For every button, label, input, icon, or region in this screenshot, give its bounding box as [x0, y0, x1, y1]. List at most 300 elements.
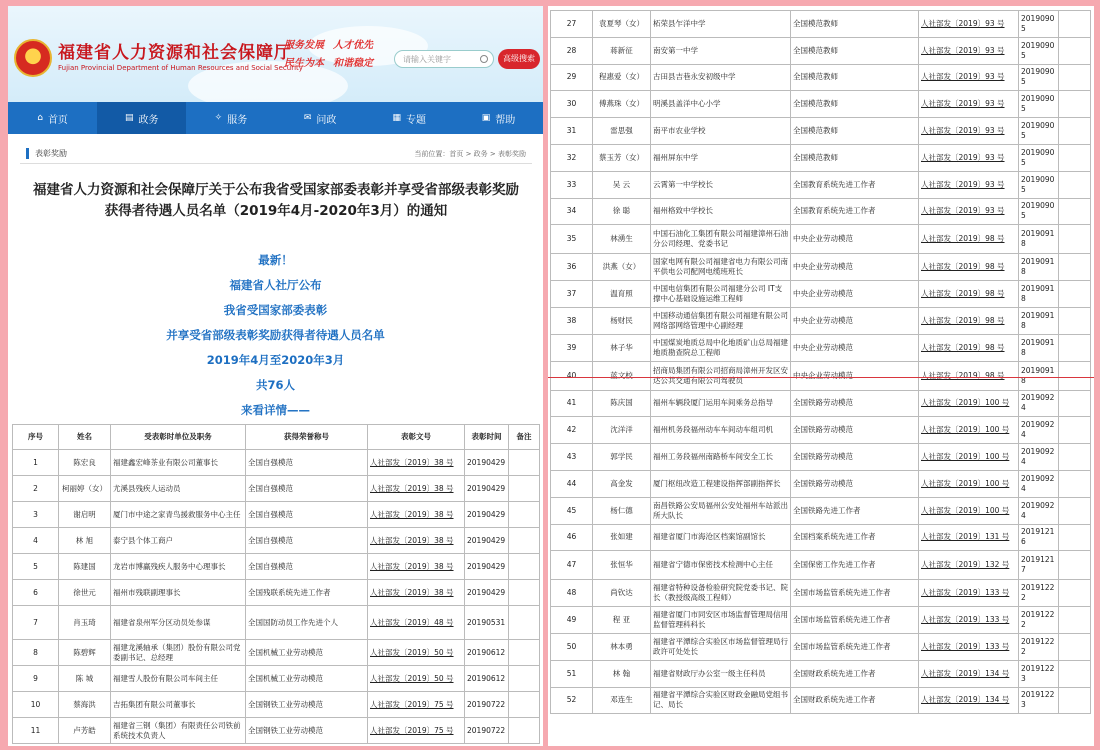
row-number: 48 — [551, 580, 593, 607]
honor-title: 全国自强模范 — [246, 528, 368, 554]
unit-and-position: 福州格致中学校长 — [651, 198, 791, 225]
search-input[interactable]: 请输入关键字 — [394, 50, 494, 68]
site-name[interactable]: 福建省人力资源和社会保障厅 — [58, 43, 292, 63]
breadcrumb — [20, 146, 532, 164]
unit-and-position: 福建省厦门市海沧区档案馆副馆长 — [651, 524, 791, 551]
row-number: 52 — [551, 687, 593, 714]
table-header-row — [13, 425, 540, 450]
unit-and-position: 柘荣县乍洋中学 — [651, 11, 791, 38]
unit-and-position: 南平市农业学校 — [651, 118, 791, 145]
honor-title: 全国机械工业劳动模范 — [246, 666, 368, 692]
row-number: 11 — [13, 718, 59, 744]
unit-and-position: 福州机务段福州动车车间动车组司机 — [651, 417, 791, 444]
table-row — [551, 580, 1091, 607]
row-number: 5 — [13, 554, 59, 580]
award-date: 20190905 — [1019, 37, 1059, 64]
slogan: 人才优先 — [333, 40, 373, 51]
document-number: 人社部发〔2019〕131 号 — [919, 524, 1019, 551]
table-row — [13, 528, 540, 554]
honor-title: 全国模范教师 — [791, 118, 919, 145]
remark — [509, 450, 540, 476]
table-row — [551, 11, 1091, 38]
title-line: 获得者待遇人员名单（2019年4月-2020年3月）的通知 — [104, 203, 448, 219]
award-date: 20191216 — [1019, 524, 1059, 551]
honoree-name: 柯丽婷（女） — [59, 476, 111, 502]
nav-label: 帮助 — [495, 114, 516, 126]
row-number: 39 — [551, 334, 593, 361]
honor-title: 全国铁路劳动模范 — [791, 390, 919, 417]
document-number: 人社部发〔2019〕100 号 — [919, 390, 1019, 417]
honoree-name: 陈碧辉 — [59, 640, 111, 666]
document-number: 人社部发〔2019〕93 号 — [919, 118, 1019, 145]
award-date: 20190612 — [465, 640, 509, 666]
award-date: 20190905 — [1019, 118, 1059, 145]
row-number: 6 — [13, 580, 59, 606]
award-date: 20190429 — [465, 476, 509, 502]
honorees-table-left — [12, 424, 540, 744]
document-number: 人社部发〔2019〕98 号 — [919, 307, 1019, 334]
nav-label: 问政 — [316, 114, 337, 126]
unit-and-position: 福建龙溪轴承（集团）股份有限公司党委副书记、总经理 — [111, 640, 246, 666]
honor-title: 全国财政系统先进工作者 — [791, 660, 919, 687]
honor-title: 全国钢铁工业劳动模范 — [246, 692, 368, 718]
honor-title: 全国自强模范 — [246, 554, 368, 580]
row-number: 34 — [551, 198, 593, 225]
nav-item[interactable] — [276, 102, 365, 134]
row-number: 3 — [13, 502, 59, 528]
remark — [509, 692, 540, 718]
table-row — [13, 554, 540, 580]
unit-and-position: 云霄第一中学校长 — [651, 171, 791, 198]
honoree-name: 雷思强 — [593, 118, 651, 145]
table-row — [13, 640, 540, 666]
nav-item[interactable] — [365, 102, 454, 134]
unit-and-position: 福州车辆段厦门运用车间乘务总指导 — [651, 390, 791, 417]
award-date: 20190918 — [1019, 281, 1059, 308]
slogan: 和谐稳定 — [333, 58, 373, 69]
award-date: 20190905 — [1019, 64, 1059, 91]
award-date: 20191222 — [1019, 607, 1059, 634]
unit-and-position: 福建鑫宏峰茶业有限公司董事长 — [111, 450, 246, 476]
remark — [1059, 225, 1091, 254]
remark — [1059, 551, 1091, 580]
row-number: 38 — [551, 307, 593, 334]
honor-title: 全国铁路劳动模范 — [791, 470, 919, 497]
unit-and-position: 福建省特种设备检验研究院党委书记、院长（教授级高级工程师） — [651, 580, 791, 607]
award-date: 20191217 — [1019, 551, 1059, 580]
document-number: 人社部发〔2019〕75 号 — [368, 718, 465, 744]
row-number: 32 — [551, 144, 593, 171]
remark — [1059, 390, 1091, 417]
row-number: 46 — [551, 524, 593, 551]
document-number: 人社部发〔2019〕93 号 — [919, 198, 1019, 225]
table-row — [551, 361, 1091, 390]
honoree-name: 张如建 — [593, 524, 651, 551]
service-icon: ✧ — [214, 113, 223, 123]
honoree-name: 程 亚 — [593, 607, 651, 634]
award-date: 20190924 — [1019, 390, 1059, 417]
unit-and-position: 招商局集团有限公司招商局漳州开发区安达公共交通有限公司驾驶员 — [651, 361, 791, 390]
remark — [1059, 37, 1091, 64]
award-date: 20190722 — [465, 718, 509, 744]
remark — [1059, 198, 1091, 225]
nav-label: 服务 — [227, 114, 248, 126]
table-row — [551, 334, 1091, 361]
document-number: 人社部发〔2019〕93 号 — [919, 37, 1019, 64]
remark — [509, 476, 540, 502]
honor-title: 全国残联系统先进工作者 — [246, 580, 368, 606]
row-number: 45 — [551, 497, 593, 524]
honor-title: 全国钢铁工业劳动模范 — [246, 718, 368, 744]
row-number: 27 — [551, 11, 593, 38]
honor-title: 全国市场监管系统先进工作者 — [791, 633, 919, 660]
document-number: 人社部发〔2019〕50 号 — [368, 666, 465, 692]
honor-title: 全国教育系统先进工作者 — [791, 171, 919, 198]
unit-and-position: 中国石油化工集团有限公司福建漳州石油分公司经理、党委书记 — [651, 225, 791, 254]
unit-and-position: 中国移动通信集团有限公司福建有限公司网络部网络管理中心副经理 — [651, 307, 791, 334]
table-row — [551, 687, 1091, 714]
remark — [1059, 470, 1091, 497]
honor-title: 全国铁路劳动模范 — [791, 444, 919, 471]
left-page-panel — [8, 6, 543, 746]
award-date: 20190905 — [1019, 144, 1059, 171]
remark — [1059, 633, 1091, 660]
honoree-name: 蓝文校 — [593, 361, 651, 390]
remark — [1059, 254, 1091, 281]
remark — [509, 640, 540, 666]
column-header: 序号 — [13, 425, 59, 450]
honor-title: 全国自强模范 — [246, 476, 368, 502]
award-date: 20190905 — [1019, 171, 1059, 198]
column-header: 获得荣誉称号 — [246, 425, 368, 450]
honor-title: 中央企业劳动模范 — [791, 361, 919, 390]
award-date: 20191223 — [1019, 687, 1059, 714]
honor-title: 全国教育系统先进工作者 — [791, 198, 919, 225]
table-row — [551, 607, 1091, 634]
slogan: 民生为本 — [284, 58, 324, 69]
row-number: 10 — [13, 692, 59, 718]
unit-and-position: 福建省平潭综合实验区市场监督管理局行政许可处处长 — [651, 633, 791, 660]
main-nav — [8, 102, 543, 134]
remark — [1059, 64, 1091, 91]
document-number: 人社部发〔2019〕38 号 — [368, 502, 465, 528]
honor-title: 全国模范教师 — [791, 144, 919, 171]
remark — [1059, 497, 1091, 524]
page-title — [28, 180, 524, 222]
national-emblem-icon — [14, 39, 52, 77]
unit-and-position: 福建省泉州军分区动员处参谋 — [111, 606, 246, 640]
unit-and-position: 福建省财政厅办公室一级主任科员 — [651, 660, 791, 687]
remark — [1059, 580, 1091, 607]
honoree-name: 高金发 — [593, 470, 651, 497]
remark — [1059, 307, 1091, 334]
honoree-name: 郭学民 — [593, 444, 651, 471]
document-number: 人社部发〔2019〕134 号 — [919, 687, 1019, 714]
table-row — [551, 660, 1091, 687]
notice-line: 最新！ — [258, 253, 293, 267]
document-number: 人社部发〔2019〕38 号 — [368, 476, 465, 502]
honor-title: 全国模范教师 — [791, 64, 919, 91]
row-number: 43 — [551, 444, 593, 471]
honoree-name: 林 旭 — [59, 528, 111, 554]
table-row — [551, 144, 1091, 171]
award-date: 20190429 — [465, 528, 509, 554]
document-number: 人社部发〔2019〕38 号 — [368, 450, 465, 476]
row-number: 8 — [13, 640, 59, 666]
award-date: 20190429 — [465, 554, 509, 580]
award-date: 20190924 — [1019, 417, 1059, 444]
honor-title: 全国铁路先进工作者 — [791, 497, 919, 524]
document-number: 人社部发〔2019〕98 号 — [919, 361, 1019, 390]
remark — [1059, 361, 1091, 390]
award-date: 20190924 — [1019, 497, 1059, 524]
document-number: 人社部发〔2019〕100 号 — [919, 444, 1019, 471]
document-number: 人社部发〔2019〕93 号 — [919, 171, 1019, 198]
honoree-name: 尚钦达 — [593, 580, 651, 607]
honoree-name: 吴 云 — [593, 171, 651, 198]
award-date: 20190905 — [1019, 11, 1059, 38]
page-divider-line — [548, 377, 1094, 378]
honor-title: 中央企业劳动模范 — [791, 334, 919, 361]
site-name-english: Fujian Provincial Department of Human Resources and Social Security — [58, 64, 303, 72]
honoree-name: 卢芳皓 — [59, 718, 111, 744]
slogan: 服务发展 — [284, 40, 324, 51]
document-number: 人社部发〔2019〕93 号 — [919, 91, 1019, 118]
award-date: 20190905 — [1019, 198, 1059, 225]
document-number: 人社部发〔2019〕100 号 — [919, 417, 1019, 444]
honoree-name: 程惠爱（女） — [593, 64, 651, 91]
row-number: 36 — [551, 254, 593, 281]
unit-and-position: 泰宁县个体工商户 — [111, 528, 246, 554]
breadcrumb-path[interactable]: 当前位置：首页 > 政务 > 表彰奖励 — [414, 150, 526, 158]
document-number: 人社部发〔2019〕98 号 — [919, 281, 1019, 308]
document-icon: ▤ — [125, 113, 134, 123]
unit-and-position: 尤溪县残疾人运动员 — [111, 476, 246, 502]
honor-title: 全国市场监管系统先进工作者 — [791, 580, 919, 607]
honoree-name: 林子华 — [593, 334, 651, 361]
table-row — [13, 606, 540, 640]
row-number: 4 — [13, 528, 59, 554]
honor-title: 全国财政系统先进工作者 — [791, 687, 919, 714]
table-row — [551, 198, 1091, 225]
document-number: 人社部发〔2019〕98 号 — [919, 225, 1019, 254]
honoree-name: 袁夏琴（女） — [593, 11, 651, 38]
unit-and-position: 明溪县盖洋中心小学 — [651, 91, 791, 118]
honor-title: 全国自强模范 — [246, 450, 368, 476]
remark — [1059, 334, 1091, 361]
honoree-name: 徐世元 — [59, 580, 111, 606]
document-number: 人社部发〔2019〕134 号 — [919, 660, 1019, 687]
nav-label: 专题 — [406, 114, 427, 126]
remark — [509, 718, 540, 744]
notice-line: 福建省人社厅公布 — [229, 278, 322, 292]
unit-and-position: 国家电网有限公司福建省电力有限公司南平供电公司配网电缆班班长 — [651, 254, 791, 281]
award-date: 20191223 — [1019, 660, 1059, 687]
award-date: 20190612 — [465, 666, 509, 692]
unit-and-position: 吉拓集团有限公司董事长 — [111, 692, 246, 718]
honoree-name: 肖玉琦 — [59, 606, 111, 640]
unit-and-position: 南昌铁路公安局福州公安处福州车站派出所大队长 — [651, 497, 791, 524]
honoree-name: 林本勇 — [593, 633, 651, 660]
chat-icon: ✉ — [303, 113, 312, 123]
award-date: 20190918 — [1019, 307, 1059, 334]
unit-and-position: 龙岩市博赢残疾人服务中心理事长 — [111, 554, 246, 580]
honoree-name: 温育照 — [593, 281, 651, 308]
table-row — [551, 390, 1091, 417]
row-number: 37 — [551, 281, 593, 308]
nav-item[interactable] — [186, 102, 275, 134]
honor-title: 全国市场监管系统先进工作者 — [791, 607, 919, 634]
remark — [509, 554, 540, 580]
row-number: 33 — [551, 171, 593, 198]
row-number: 7 — [13, 606, 59, 640]
section-tag[interactable]: 表彰奖励 — [26, 148, 67, 159]
honoree-name: 陈建国 — [59, 554, 111, 580]
notice-line[interactable]: 来看详情—— — [241, 403, 310, 417]
table-row — [551, 497, 1091, 524]
unit-and-position: 中国煤炭地质总局中化地质矿山总局福建地质勘查院总工程师 — [651, 334, 791, 361]
honoree-name: 陈庆国 — [593, 390, 651, 417]
row-number: 2 — [13, 476, 59, 502]
award-date: 20190722 — [465, 692, 509, 718]
row-number: 49 — [551, 607, 593, 634]
unit-and-position: 中国电信集团有限公司福建分公司 IT支撑中心基础设施运维工程师 — [651, 281, 791, 308]
award-date: 20190918 — [1019, 254, 1059, 281]
award-date: 20190531 — [465, 606, 509, 640]
document-number: 人社部发〔2019〕133 号 — [919, 580, 1019, 607]
document-number: 人社部发〔2019〕100 号 — [919, 470, 1019, 497]
remark — [509, 666, 540, 692]
unit-and-position: 福建省厦门市同安区市场监督管理局信用监督管理科科长 — [651, 607, 791, 634]
row-number: 47 — [551, 551, 593, 580]
document-number: 人社部发〔2019〕98 号 — [919, 334, 1019, 361]
honoree-name: 林湧生 — [593, 225, 651, 254]
nav-item[interactable] — [97, 102, 186, 134]
document-number: 人社部发〔2019〕38 号 — [368, 528, 465, 554]
document-number: 人社部发〔2019〕75 号 — [368, 692, 465, 718]
topic-icon: ▦ — [392, 113, 402, 123]
notice-line: 共76人 — [255, 378, 295, 392]
table-row — [551, 551, 1091, 580]
honoree-name: 蔡玉芳（女） — [593, 144, 651, 171]
unit-and-position: 厦门市中途之家青鸟援救服务中心主任 — [111, 502, 246, 528]
row-number: 35 — [551, 225, 593, 254]
table-row — [13, 718, 540, 744]
table-row — [551, 633, 1091, 660]
award-date: 20190429 — [465, 450, 509, 476]
remark — [1059, 444, 1091, 471]
award-date: 20190918 — [1019, 334, 1059, 361]
table-row — [551, 417, 1091, 444]
honor-title: 全国机械工业劳动模范 — [246, 640, 368, 666]
row-number: 50 — [551, 633, 593, 660]
document-number: 人社部发〔2019〕133 号 — [919, 633, 1019, 660]
table-row — [551, 225, 1091, 254]
table-row — [13, 692, 540, 718]
nav-label: 首页 — [47, 114, 68, 126]
honor-title: 全国保密工作先进工作者 — [791, 551, 919, 580]
award-date: 20191222 — [1019, 580, 1059, 607]
row-number: 31 — [551, 118, 593, 145]
award-date: 20190918 — [1019, 225, 1059, 254]
table-row — [551, 37, 1091, 64]
honoree-name: 蔡海洪 — [59, 692, 111, 718]
search-icon[interactable] — [480, 55, 488, 63]
award-date: 20190429 — [465, 502, 509, 528]
honoree-name: 陈宏良 — [59, 450, 111, 476]
table-row — [551, 171, 1091, 198]
remark — [1059, 91, 1091, 118]
honoree-name: 林 翰 — [593, 660, 651, 687]
remark — [1059, 171, 1091, 198]
table-row — [551, 64, 1091, 91]
row-number: 9 — [13, 666, 59, 692]
remark — [509, 580, 540, 606]
column-header: 表彰时间 — [465, 425, 509, 450]
unit-and-position: 福建雪人股份有限公司车间主任 — [111, 666, 246, 692]
right-page-panel — [548, 6, 1094, 746]
document-number: 人社部发〔2019〕133 号 — [919, 607, 1019, 634]
award-date: 20190924 — [1019, 444, 1059, 471]
honor-title: 全国模范教师 — [791, 37, 919, 64]
remark — [1059, 524, 1091, 551]
table-row — [551, 307, 1091, 334]
table-row — [13, 666, 540, 692]
honoree-name: 沈洋洋 — [593, 417, 651, 444]
honor-title: 中央企业劳动模范 — [791, 307, 919, 334]
nav-item[interactable] — [454, 102, 543, 134]
honoree-name: 杨仁德 — [593, 497, 651, 524]
remark — [1059, 144, 1091, 171]
advanced-search-button[interactable]: 高级搜索 — [498, 49, 540, 69]
remark — [1059, 607, 1091, 634]
document-number: 人社部发〔2019〕132 号 — [919, 551, 1019, 580]
notice-line: 并享受省部级表彰奖励获得者待遇人员名单 — [166, 328, 385, 342]
award-date: 20190429 — [465, 580, 509, 606]
table-row — [551, 470, 1091, 497]
table-row — [551, 444, 1091, 471]
honor-title: 中央企业劳动模范 — [791, 225, 919, 254]
document-number: 人社部发〔2019〕48 号 — [368, 606, 465, 640]
document-number: 人社部发〔2019〕93 号 — [919, 144, 1019, 171]
document-number: 人社部发〔2019〕93 号 — [919, 64, 1019, 91]
honoree-name: 徐 聪 — [593, 198, 651, 225]
column-header: 姓名 — [59, 425, 111, 450]
honor-title: 全国国防动员工作先进个人 — [246, 606, 368, 640]
nav-item[interactable] — [8, 102, 97, 134]
table-row — [551, 524, 1091, 551]
honor-title: 中央企业劳动模范 — [791, 254, 919, 281]
honoree-name: 蒋新征 — [593, 37, 651, 64]
remark — [509, 502, 540, 528]
honoree-name: 邓连生 — [593, 687, 651, 714]
honoree-name: 洪燕（女） — [593, 254, 651, 281]
table-row — [551, 118, 1091, 145]
honoree-name: 陈 城 — [59, 666, 111, 692]
column-header: 表彰文号 — [368, 425, 465, 450]
honorees-table-right — [550, 10, 1091, 714]
row-number: 28 — [551, 37, 593, 64]
honor-title: 全国模范教师 — [791, 91, 919, 118]
row-number: 40 — [551, 361, 593, 390]
unit-and-position: 古田县吉巷永安初级中学 — [651, 64, 791, 91]
remark — [509, 606, 540, 640]
honoree-name: 张恒华 — [593, 551, 651, 580]
notice-line: 我省受国家部委表彰 — [223, 303, 328, 317]
row-number: 44 — [551, 470, 593, 497]
remark — [1059, 660, 1091, 687]
award-date: 20190924 — [1019, 470, 1059, 497]
